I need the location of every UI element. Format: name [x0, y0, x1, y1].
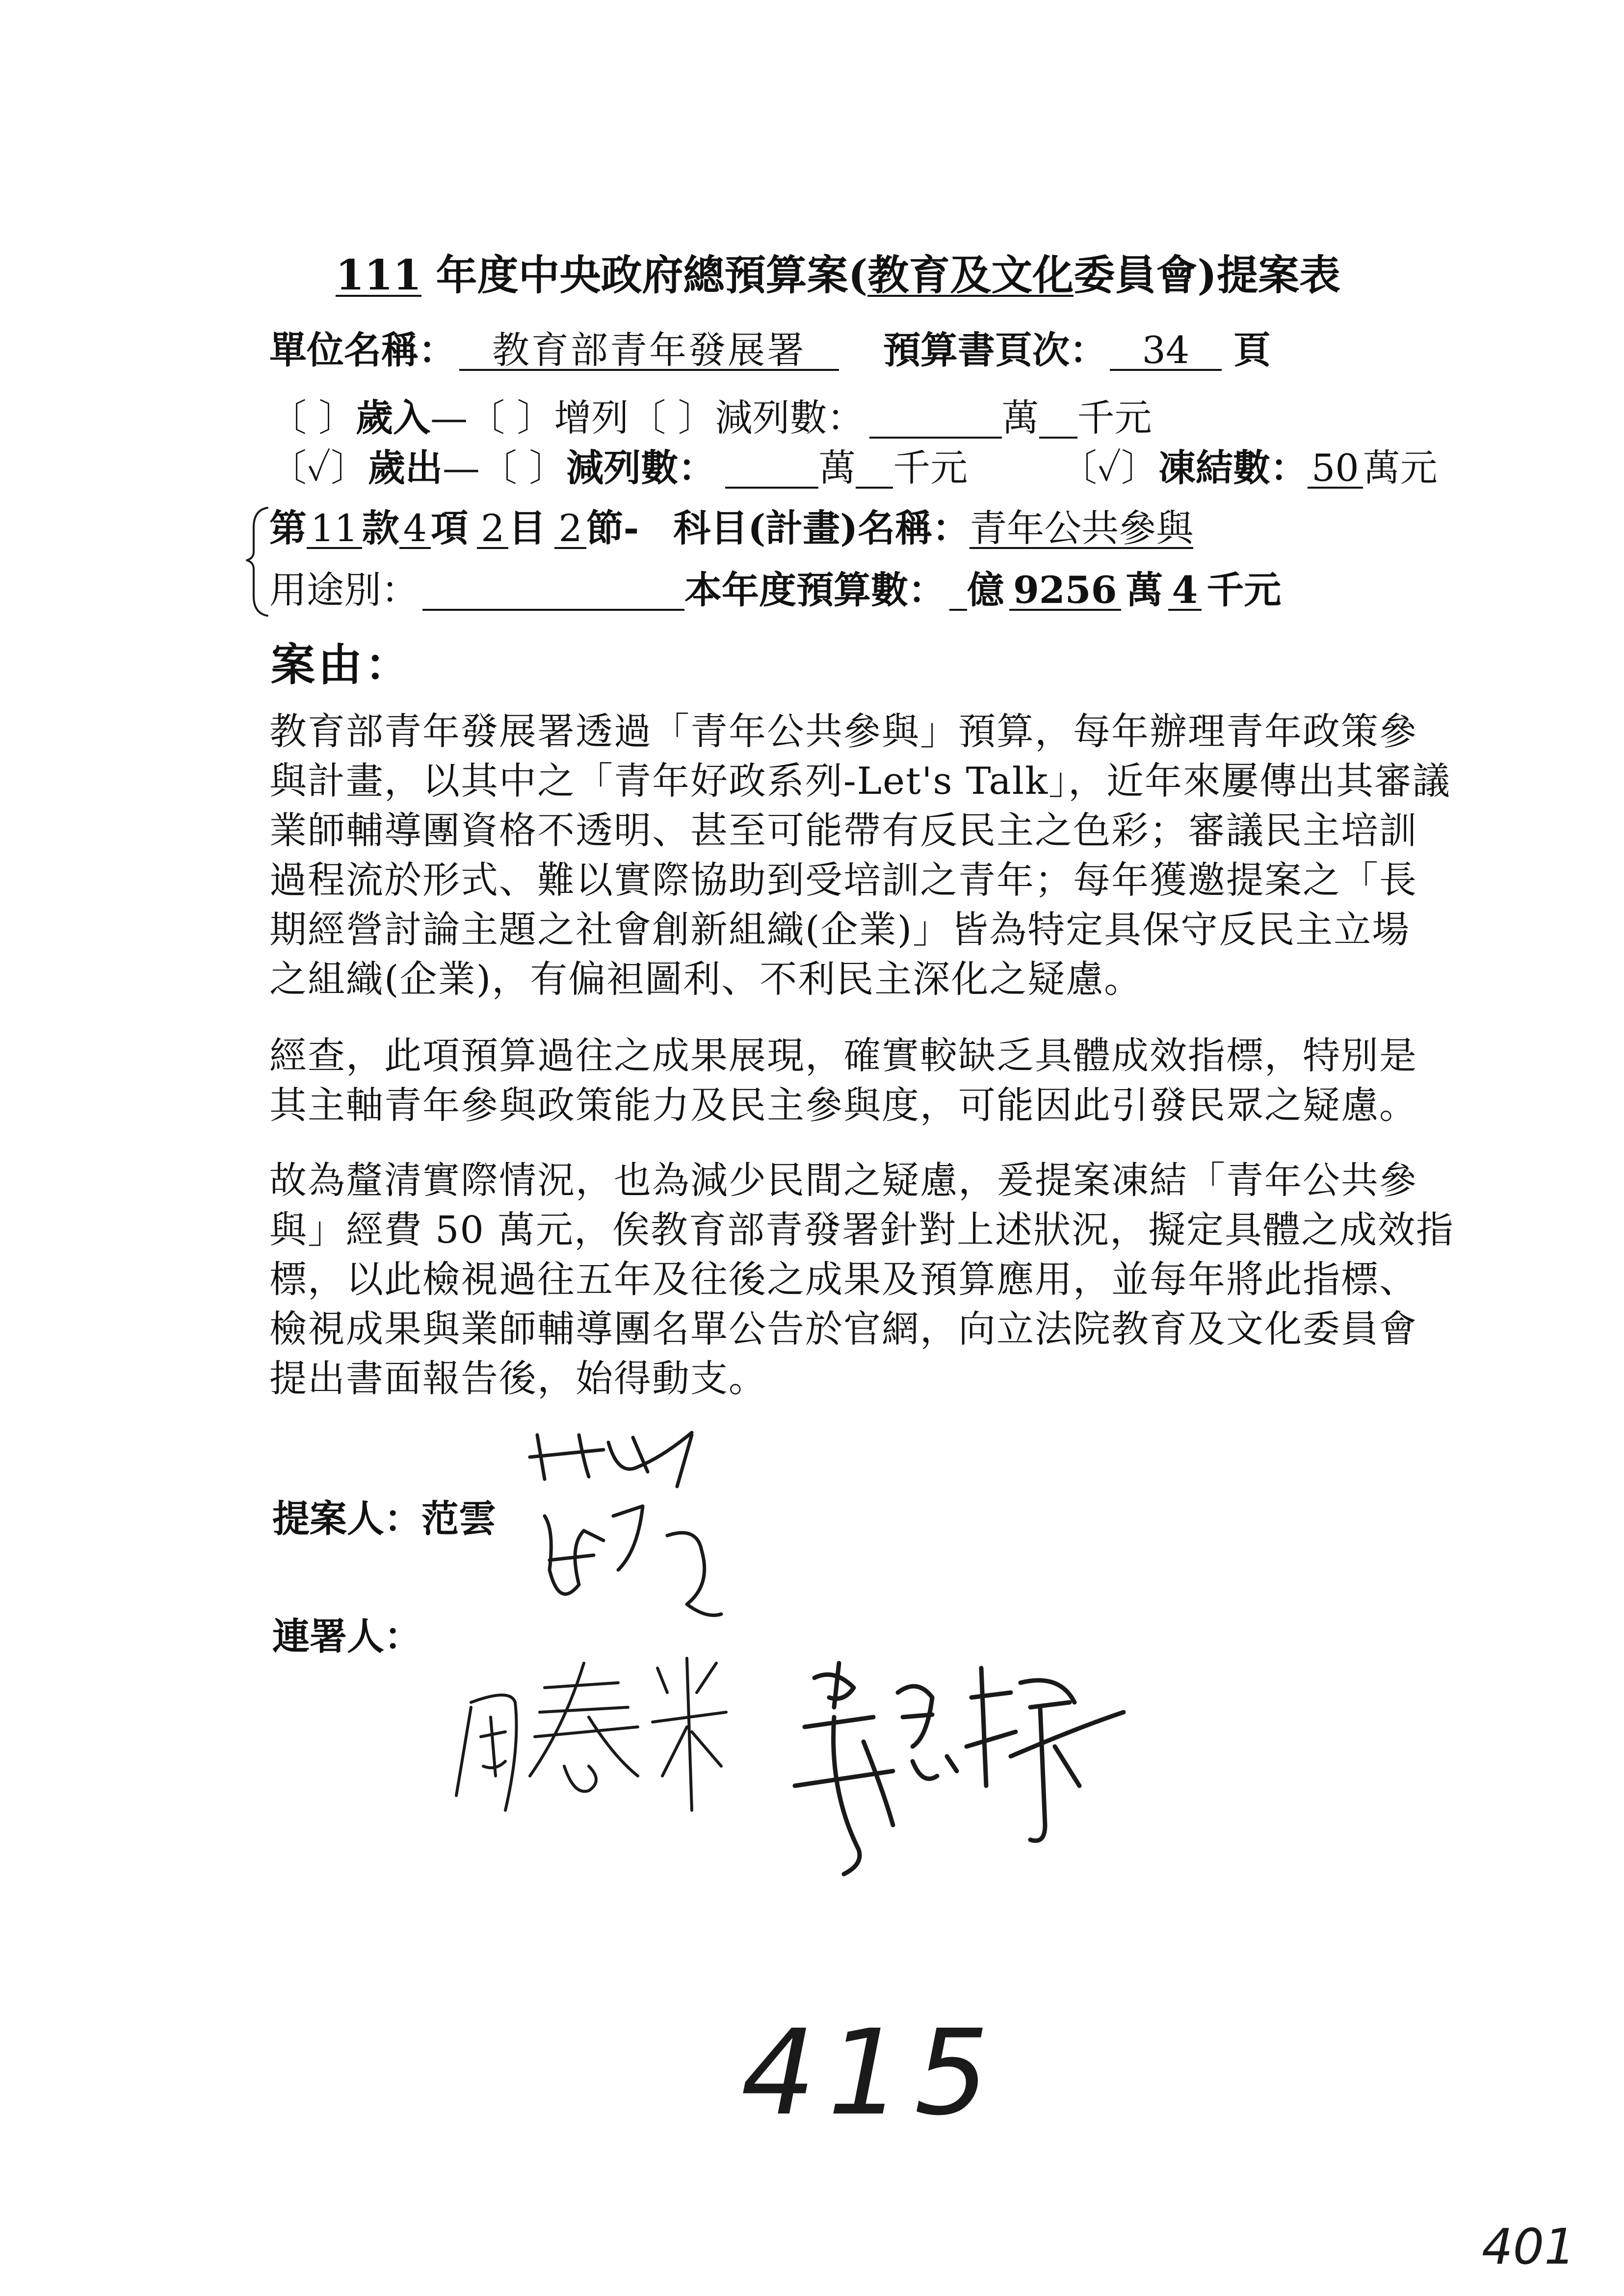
- account-mu-number: 2: [477, 505, 508, 549]
- cosigners-label: 連署人：: [272, 1615, 421, 1658]
- paragraph-line: 故為釐清實際情況，也為減少民間之疑慮，爰提案凍結「青年公共參: [269, 1158, 1417, 1202]
- yi-blank: [949, 567, 967, 611]
- usage-label: 用途別：: [269, 568, 419, 612]
- expenditure-label: 歲出: [368, 446, 443, 490]
- account-xiang-number: 4: [399, 505, 431, 549]
- left-brace-icon: [243, 505, 272, 618]
- yi-unit: 億: [967, 568, 1004, 612]
- subject-name: 青年公共參與: [969, 505, 1193, 549]
- revenue-label: 歲入: [356, 396, 431, 440]
- paragraph-line: 標，以此檢視過往五年及往後之成果及預算應用，並每年將此指標、: [269, 1257, 1417, 1301]
- title-text-a: 年度中央政府總預算案(: [421, 251, 868, 299]
- revenue-options: —〔 〕增列〔 〕減列數：: [430, 396, 864, 440]
- expenditure-option-box: —〔 〕: [443, 446, 567, 490]
- revenue-wan-unit: 萬: [1001, 396, 1039, 440]
- reason-heading: 案由：: [271, 639, 412, 691]
- paragraph-line: 教育部青年發展署透過「青年公共參與」預算，每年辦理青年政策參: [269, 709, 1417, 753]
- cosigner-signature-1: [442, 1653, 736, 1820]
- unit-name-field: 教育部青年發展署: [459, 327, 839, 371]
- paragraph-line: 之組織(企業)，有偏袒圖利、不利民主深化之疑慮。: [269, 957, 1143, 1001]
- account-jie: 節-: [586, 506, 639, 550]
- proposer-label: 提案人：: [272, 1497, 421, 1540]
- account-kuan-number: 11: [307, 505, 362, 549]
- expenditure-wan-unit: 萬: [818, 446, 856, 490]
- revenue-checkbox: 〔 〕: [269, 396, 356, 440]
- qian-unit: 千元: [1206, 568, 1282, 612]
- reason-paragraph-3: [269, 1155, 1454, 1403]
- paragraph-line: 與計畫，以其中之「青年好政系列-Let's Talk」，近年來屢傳出其審議: [269, 759, 1451, 803]
- budget-row: [269, 567, 1281, 614]
- paragraph-line: 經查，此項預算過往之成果展現，確實較缺乏具體成效指標，特別是: [269, 1034, 1417, 1077]
- qian-amount: 4: [1168, 567, 1202, 611]
- wan-amount: 9256: [1009, 567, 1121, 611]
- subject-label: 科目(計畫)名稱：: [673, 506, 970, 550]
- revenue-row: [269, 394, 1152, 442]
- paragraph-line: 期經營討論主題之社會創新組織(企業)」皆為特定具保守反民主立場: [269, 908, 1411, 951]
- account-di: 第: [269, 506, 307, 550]
- account-jie-number: 2: [554, 505, 586, 549]
- page-ref-number: 34: [1110, 327, 1222, 371]
- revenue-qian-blank: [1039, 394, 1077, 439]
- page-ref-suffix: 頁: [1233, 328, 1271, 372]
- paragraph-line: 其主軸青年參與政策能力及民主參與度，可能因此引發民眾之疑慮。: [269, 1083, 1417, 1127]
- title-committee: 教育及文化: [867, 251, 1074, 299]
- annual-budget-label: 本年度預算數：: [684, 568, 945, 612]
- title-text-b: 委員會)提案表: [1074, 251, 1341, 299]
- freeze-unit: 萬元: [1362, 446, 1438, 490]
- handwritten-case-number: 415: [741, 2004, 1001, 2141]
- proposer-name: 范雲: [421, 1497, 496, 1540]
- expenditure-qian-unit: 千元: [893, 446, 968, 490]
- freeze-checkbox: 〔✓〕: [1060, 446, 1159, 490]
- expenditure-wan-blank: [725, 444, 818, 489]
- expenditure-reduce-label: 減列數：: [566, 446, 716, 490]
- cosigner-signature-2: [790, 1644, 1133, 1889]
- handwritten-page-number: 401: [1482, 2218, 1575, 2275]
- expenditure-qian-blank: [856, 444, 893, 489]
- paragraph-line: 過程流於形式、難以實際協助到受培訓之青年；每年獲邀提案之「長: [269, 858, 1417, 902]
- unit-label: 單位名稱：: [269, 328, 456, 372]
- freeze-label: 凍結數：: [1158, 446, 1308, 490]
- proposer-signature: [520, 1423, 726, 1624]
- reason-paragraph-1: [269, 706, 1451, 1004]
- paragraph-line: 業師輔導團資格不透明、甚至可能帶有反民主之色彩；審議民主培訓: [269, 809, 1417, 852]
- paragraph-line: 提出書面報告後，始得動支。: [269, 1357, 767, 1400]
- freeze-amount: 50: [1308, 444, 1363, 489]
- expenditure-checkbox: 〔✓〕: [269, 446, 368, 490]
- page-ref-label: 預算書頁次：: [883, 328, 1107, 372]
- revenue-wan-blank: [869, 394, 1002, 439]
- expenditure-row: [269, 444, 968, 492]
- revenue-qian-unit: 千元: [1077, 396, 1152, 440]
- account-row: [269, 505, 1193, 552]
- proposer-row: [272, 1495, 496, 1542]
- account-xiang: 項: [431, 506, 469, 550]
- account-kuan: 款: [362, 506, 399, 550]
- wan-unit: 萬: [1126, 568, 1163, 612]
- paragraph-line: 檢視成果與業師輔導團名單公告於官網，向立法院教育及文化委員會: [269, 1307, 1417, 1351]
- freeze-group: [1060, 444, 1438, 492]
- page-title: [336, 251, 1340, 300]
- account-mu: 目: [508, 506, 546, 550]
- paragraph-line: 與」經費 50 萬元，俟教育部青發署針對上述狀況，擬定具體之成效指: [269, 1208, 1455, 1252]
- reason-paragraph-2: [269, 1031, 1417, 1130]
- title-year: 111: [336, 251, 422, 299]
- usage-blank: [422, 567, 684, 611]
